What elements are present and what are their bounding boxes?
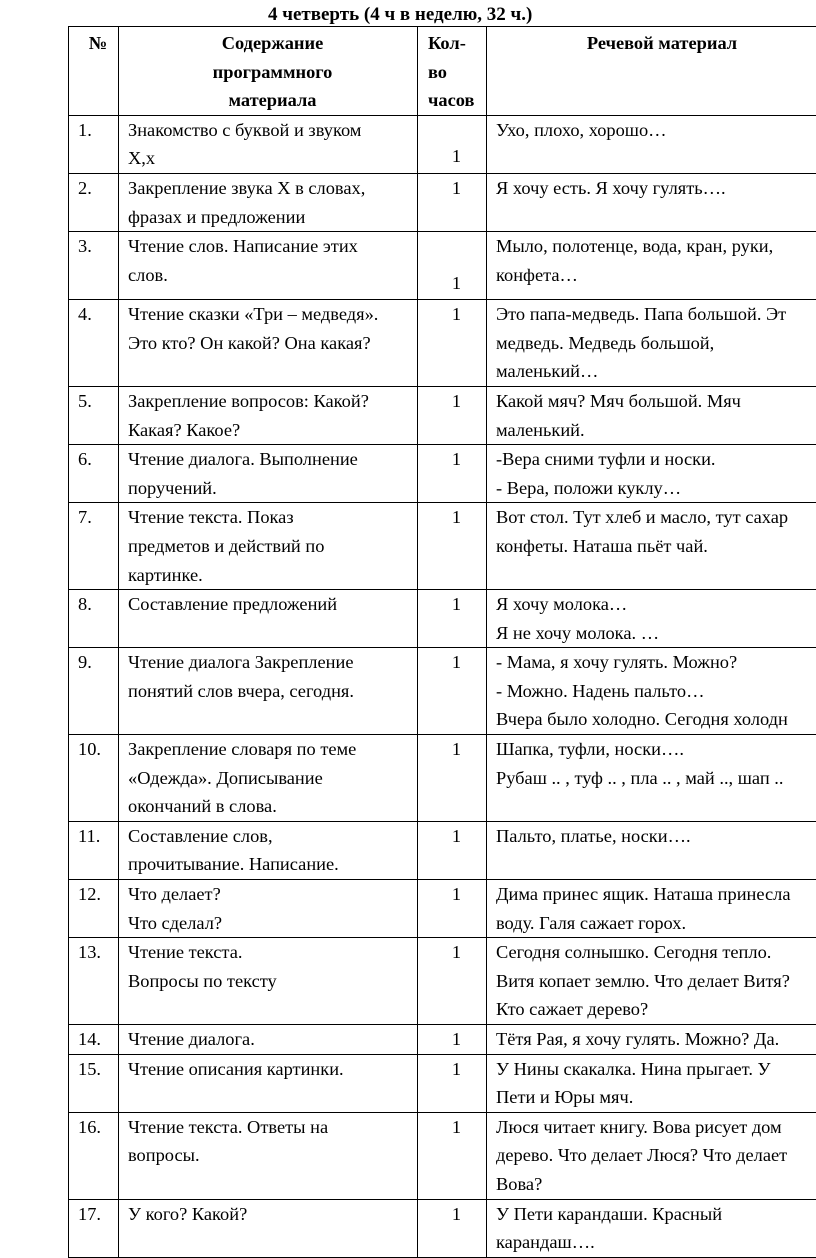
hours-value: 1 bbox=[452, 942, 461, 962]
row-speech-material bbox=[487, 648, 816, 735]
hours-value: 1 bbox=[452, 739, 461, 759]
row-speech-material bbox=[487, 590, 816, 648]
row-number: 13. bbox=[69, 938, 119, 1025]
speech-line: конфета… bbox=[496, 261, 816, 290]
row-hours bbox=[418, 386, 487, 444]
hours-value: 1 bbox=[452, 391, 461, 411]
topic-line: Чтение описания картинки. bbox=[128, 1055, 417, 1084]
speech-line: Дима принес ящик. Наташа принесла bbox=[496, 880, 816, 909]
row-hours bbox=[418, 648, 487, 735]
row-number: 16. bbox=[69, 1112, 119, 1199]
topic-line: Чтение диалога. bbox=[128, 1025, 417, 1054]
speech-line: Рубаш .. , туф .. , пла .. , май .., шап .. bbox=[496, 764, 816, 793]
topic-line: Вопросы по тексту bbox=[128, 967, 417, 996]
row-speech-material bbox=[487, 938, 816, 1025]
hours-value: 1 bbox=[452, 594, 461, 614]
row-speech-material bbox=[487, 1199, 816, 1257]
row-topic bbox=[119, 503, 418, 590]
row-speech-material bbox=[487, 821, 816, 879]
speech-line: У Пети карандаши. Красный bbox=[496, 1200, 816, 1229]
topic-line: Чтение диалога Закрепление bbox=[128, 648, 417, 677]
speech-line: Пальто, платье, носки…. bbox=[496, 822, 816, 851]
speech-line: Я не хочу молока. … bbox=[496, 619, 816, 648]
row-speech-material bbox=[487, 300, 816, 387]
speech-line: Мыло, полотенце, вода, кран, руки, bbox=[496, 232, 816, 261]
speech-line: карандаш…. bbox=[496, 1228, 816, 1257]
speech-line: Пети и Юры мяч. bbox=[496, 1083, 816, 1112]
speech-line: маленький… bbox=[496, 357, 816, 386]
table-row bbox=[69, 386, 816, 444]
topic-line: Составление слов, bbox=[128, 822, 417, 851]
speech-line: Какой мяч? Мяч большой. Мяч bbox=[496, 387, 816, 416]
speech-line: Я хочу есть. Я хочу гулять…. bbox=[496, 174, 816, 203]
row-speech-material bbox=[487, 232, 816, 300]
row-number: 15. bbox=[69, 1054, 119, 1112]
topic-line: Знакомство с буквой и звуком bbox=[128, 116, 417, 145]
row-hours bbox=[418, 300, 487, 387]
row-speech-material bbox=[487, 503, 816, 590]
hours-value: 1 bbox=[452, 146, 461, 166]
speech-line: У Нины скакалка. Нина прыгает. У bbox=[496, 1055, 816, 1084]
speech-line: воду. Галя сажает горох. bbox=[496, 909, 816, 938]
hours-value: 1 bbox=[452, 507, 461, 527]
row-topic bbox=[119, 938, 418, 1025]
topic-line: Чтение текста. Ответы на bbox=[128, 1113, 417, 1142]
speech-line: - Вера, положи куклу… bbox=[496, 474, 816, 503]
row-hours bbox=[418, 590, 487, 648]
topic-line: Закрепление словаря по теме bbox=[128, 735, 417, 764]
topic-line: Это кто? Он какой? Она какая? bbox=[128, 329, 417, 358]
row-number: 2. bbox=[69, 173, 119, 231]
table-row bbox=[69, 1054, 816, 1112]
row-speech-material bbox=[487, 386, 816, 444]
topic-line: Составление предложений bbox=[128, 590, 417, 619]
speech-line: Витя копает землю. Что делает Витя? bbox=[496, 967, 816, 996]
topic-line: поручений. bbox=[128, 474, 417, 503]
row-topic bbox=[119, 880, 418, 938]
header-hours-line-1: Кол- bbox=[428, 29, 486, 58]
row-speech-material bbox=[487, 445, 816, 503]
table-row bbox=[69, 503, 816, 590]
topic-line: Чтение текста. Показ bbox=[128, 503, 417, 532]
row-topic bbox=[119, 173, 418, 231]
hours-value: 1 bbox=[452, 449, 461, 469]
topic-line: вопросы. bbox=[128, 1141, 417, 1170]
table-body bbox=[69, 115, 816, 1257]
row-hours bbox=[418, 232, 487, 300]
row-hours bbox=[418, 445, 487, 503]
header-speech: Речевой материал bbox=[487, 27, 816, 116]
topic-line: Чтение текста. bbox=[128, 938, 417, 967]
row-speech-material bbox=[487, 173, 816, 231]
hours-value: 1 bbox=[452, 884, 461, 904]
row-speech-material bbox=[487, 1025, 816, 1055]
topic-line: Чтение сказки «Три – медведя». bbox=[128, 300, 417, 329]
table-row bbox=[69, 300, 816, 387]
table-row bbox=[69, 1199, 816, 1257]
table-row bbox=[69, 1112, 816, 1199]
speech-line: конфеты. Наташа пьёт чай. bbox=[496, 532, 816, 561]
speech-line: Вова? bbox=[496, 1170, 816, 1199]
row-topic bbox=[119, 386, 418, 444]
hours-value: 1 bbox=[452, 652, 461, 672]
row-hours bbox=[418, 173, 487, 231]
row-number: 8. bbox=[69, 590, 119, 648]
row-hours bbox=[418, 1054, 487, 1112]
topic-line: Что делает? bbox=[128, 880, 417, 909]
row-hours bbox=[418, 938, 487, 1025]
header-hours bbox=[418, 27, 487, 116]
topic-line: «Одежда». Дописывание bbox=[128, 764, 417, 793]
header-hours-line-2: во bbox=[428, 58, 486, 87]
topic-line: слов. bbox=[128, 261, 417, 290]
header-topic-text: Содержание программного материала bbox=[173, 29, 373, 115]
speech-line: - Можно. Надень пальто… bbox=[496, 677, 816, 706]
row-number: 12. bbox=[69, 880, 119, 938]
row-speech-material bbox=[487, 1054, 816, 1112]
row-hours bbox=[418, 115, 487, 173]
row-topic bbox=[119, 445, 418, 503]
table-row bbox=[69, 590, 816, 648]
topic-line: предметов и действий по bbox=[128, 532, 417, 561]
row-topic bbox=[119, 1025, 418, 1055]
row-number: 9. bbox=[69, 648, 119, 735]
header-number: № bbox=[69, 27, 119, 116]
row-hours bbox=[418, 503, 487, 590]
speech-line: Вот стол. Тут хлеб и масло, тут сахар bbox=[496, 503, 816, 532]
topic-line: прочитывание. Написание. bbox=[128, 850, 417, 879]
table-header-row bbox=[69, 27, 816, 116]
row-number: 4. bbox=[69, 300, 119, 387]
speech-line: Шапка, туфли, носки…. bbox=[496, 735, 816, 764]
row-topic bbox=[119, 648, 418, 735]
row-speech-material bbox=[487, 115, 816, 173]
topic-line: окончаний в слова. bbox=[128, 792, 417, 821]
row-number: 6. bbox=[69, 445, 119, 503]
topic-line: Какая? Какое? bbox=[128, 416, 417, 445]
speech-line: дерево. Что делает Люся? Что делает bbox=[496, 1141, 816, 1170]
table-row bbox=[69, 1025, 816, 1055]
hours-value: 1 bbox=[452, 1117, 461, 1137]
topic-line: Х,х bbox=[128, 144, 417, 173]
row-number: 1. bbox=[69, 115, 119, 173]
topic-line: Закрепление вопросов: Какой? bbox=[128, 387, 417, 416]
topic-line: У кого? Какой? bbox=[128, 1200, 417, 1229]
row-speech-material bbox=[487, 1112, 816, 1199]
hours-value: 1 bbox=[452, 178, 461, 198]
speech-line: Кто сажает дерево? bbox=[496, 995, 816, 1024]
speech-line: Ухо, плохо, хорошо… bbox=[496, 116, 816, 145]
lesson-plan-table bbox=[68, 26, 816, 1258]
table-row bbox=[69, 173, 816, 231]
hours-value: 1 bbox=[452, 826, 461, 846]
table-row bbox=[69, 880, 816, 938]
hours-value: 1 bbox=[452, 273, 461, 293]
table-row bbox=[69, 938, 816, 1025]
speech-line: маленький. bbox=[496, 416, 816, 445]
row-hours bbox=[418, 880, 487, 938]
header-hours-line-3: часов bbox=[428, 86, 486, 115]
table-row bbox=[69, 445, 816, 503]
table-row bbox=[69, 821, 816, 879]
topic-line: Закрепление звука Х в словах, bbox=[128, 174, 417, 203]
table-row bbox=[69, 735, 816, 822]
row-speech-material bbox=[487, 880, 816, 938]
row-number: 3. bbox=[69, 232, 119, 300]
hours-value: 1 bbox=[452, 1059, 461, 1079]
row-speech-material bbox=[487, 735, 816, 822]
speech-line: Сегодня солнышко. Сегодня тепло. bbox=[496, 938, 816, 967]
row-topic bbox=[119, 1199, 418, 1257]
row-topic bbox=[119, 1112, 418, 1199]
speech-line: Это папа-медведь. Папа большой. Эт bbox=[496, 300, 816, 329]
header-topic bbox=[119, 27, 418, 116]
row-number: 17. bbox=[69, 1199, 119, 1257]
row-hours bbox=[418, 735, 487, 822]
topic-line: Чтение диалога. Выполнение bbox=[128, 445, 417, 474]
row-topic bbox=[119, 1054, 418, 1112]
speech-line: Вчера было холодно. Сегодня холодн bbox=[496, 705, 816, 734]
topic-line: фразах и предложении bbox=[128, 203, 417, 232]
speech-line: Тётя Рая, я хочу гулять. Можно? Да. bbox=[496, 1025, 816, 1054]
row-number: 7. bbox=[69, 503, 119, 590]
topic-line: Что сделал? bbox=[128, 909, 417, 938]
row-topic bbox=[119, 115, 418, 173]
hours-value: 1 bbox=[452, 1029, 461, 1049]
row-number: 10. bbox=[69, 735, 119, 822]
table-row bbox=[69, 232, 816, 300]
hours-value: 1 bbox=[452, 1204, 461, 1224]
speech-line: Люся читает книгу. Вова рисует дом bbox=[496, 1113, 816, 1142]
row-topic bbox=[119, 590, 418, 648]
table-row bbox=[69, 115, 816, 173]
row-number: 5. bbox=[69, 386, 119, 444]
topic-line: понятий слов вчера, сегодня. bbox=[128, 677, 417, 706]
row-topic bbox=[119, 821, 418, 879]
row-number: 14. bbox=[69, 1025, 119, 1055]
row-hours bbox=[418, 1112, 487, 1199]
row-hours bbox=[418, 1025, 487, 1055]
quarter-heading: 4 четверть (4 ч в неделю, 32 ч.) bbox=[268, 1, 532, 29]
row-number: 11. bbox=[69, 821, 119, 879]
table-row bbox=[69, 648, 816, 735]
row-topic bbox=[119, 232, 418, 300]
row-topic bbox=[119, 300, 418, 387]
speech-line: медведь. Медведь большой, bbox=[496, 329, 816, 358]
hours-value: 1 bbox=[452, 304, 461, 324]
row-topic bbox=[119, 735, 418, 822]
speech-line: -Вера сними туфли и носки. bbox=[496, 445, 816, 474]
speech-line: - Мама, я хочу гулять. Можно? bbox=[496, 648, 816, 677]
speech-line: Я хочу молока… bbox=[496, 590, 816, 619]
topic-line: картинке. bbox=[128, 561, 417, 590]
row-hours bbox=[418, 1199, 487, 1257]
row-hours bbox=[418, 821, 487, 879]
topic-line: Чтение слов. Написание этих bbox=[128, 232, 417, 261]
